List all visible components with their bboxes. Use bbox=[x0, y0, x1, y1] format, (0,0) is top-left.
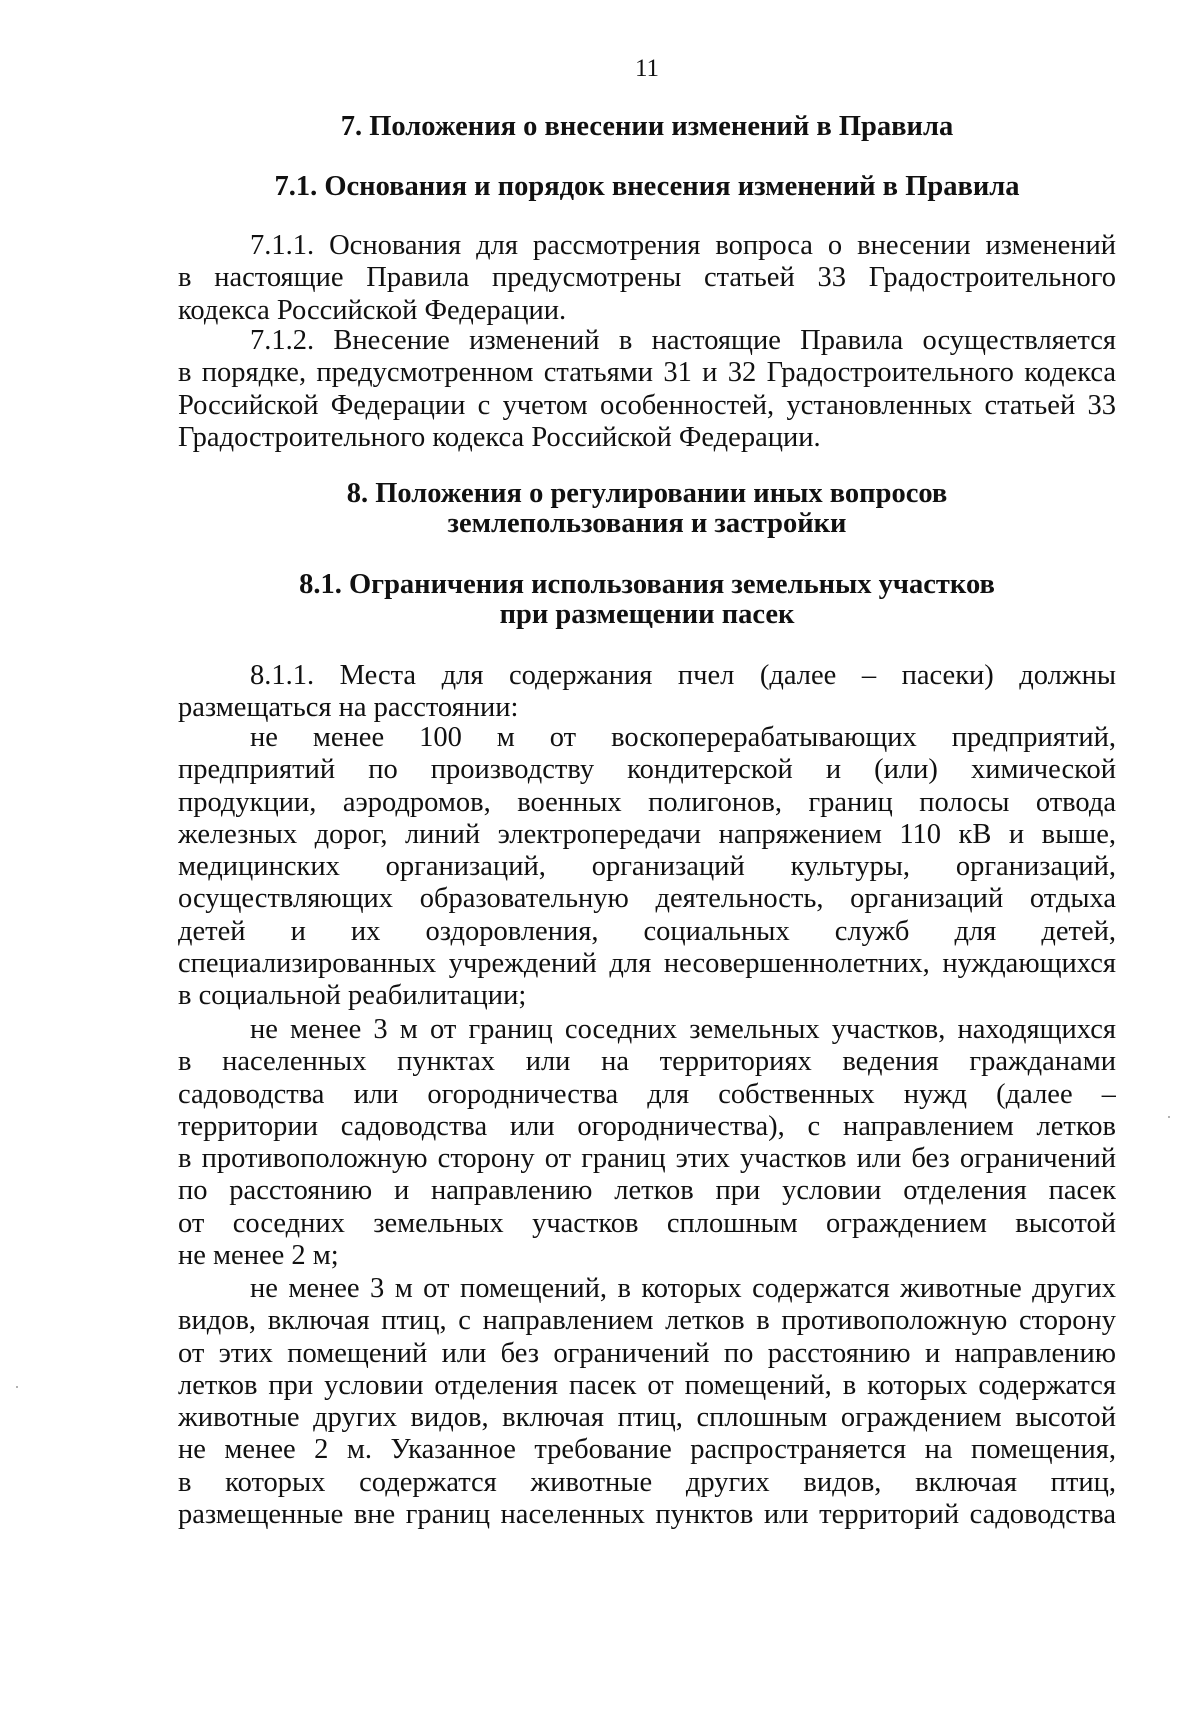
paragraph-line: не менее 100 м от воскоперерабатывающих предприятий, bbox=[250, 722, 1116, 753]
paragraph-line: в социальной реабилитации; bbox=[178, 980, 527, 1012]
paragraph-line: садоводства или огородничества для собственных нужд (далее – bbox=[178, 1078, 1116, 1110]
paragraph-line: в противоположную сторону от границ этих участков или без ограничений bbox=[178, 1143, 1116, 1175]
paragraph-line: не менее 3 м от границ соседних земельных участков, находящихся bbox=[250, 1014, 1116, 1045]
page-number: 11 bbox=[634, 55, 660, 82]
paragraph-3m-plots bbox=[178, 1014, 1116, 1272]
paragraph-line: 7.1.1. Основания для рассмотрения вопроса о внесении изменений bbox=[250, 230, 1116, 261]
paragraph-line: животные других видов, включая птиц, сплошным ограждением высотой bbox=[178, 1402, 1116, 1434]
paragraph-line: в порядке, предусмотренном статьями 31 и 32 Градостроительного кодекса bbox=[178, 357, 1116, 389]
paragraph-line: детей и их оздоровления, социальных служб для детей, bbox=[178, 915, 1116, 947]
paragraph-line: продукции, аэродромов, военных полигонов, границ полосы отвода bbox=[178, 786, 1116, 818]
paragraph-line: кодекса Российской Федерации. bbox=[178, 294, 567, 326]
paragraph-100m bbox=[178, 722, 1116, 1013]
paragraph-line: от соседних земельных участков сплошным ограждением высотой bbox=[178, 1207, 1116, 1239]
scan-speck bbox=[16, 1386, 18, 1388]
paragraph-line: специализированных учреждений для несовершеннолетних, нуждающихся bbox=[178, 948, 1116, 980]
paragraph-3m-premises bbox=[178, 1273, 1116, 1531]
paragraph-line: не менее 2 м. Указанное требование распространяется на помещения, bbox=[178, 1434, 1116, 1466]
paragraph-7-1-2 bbox=[178, 325, 1116, 454]
paragraph-line: видов, включая птиц, с направлением летков в противоположную сторону bbox=[178, 1305, 1116, 1337]
paragraph-line: размещаться на расстоянии: bbox=[178, 692, 519, 724]
paragraph-line: Российской Федерации с учетом особенностей, установленных статьей 33 bbox=[178, 389, 1116, 421]
paragraph-line: предприятий по производству кондитерской и (или) химической bbox=[178, 754, 1116, 786]
paragraph-line: в которых содержатся животные других видов, включая птиц, bbox=[178, 1466, 1116, 1498]
paragraph-7-1-1 bbox=[178, 230, 1116, 327]
paragraph-line: территории садоводства или огородничества), с направлением летков bbox=[178, 1110, 1116, 1142]
paragraph-line: в населенных пунктах или на территориях ведения гражданами bbox=[178, 1046, 1116, 1078]
paragraph-line: осуществляющих образовательную деятельность, организаций отдыха bbox=[178, 883, 1116, 915]
paragraph-line: по расстоянию и направлению летков при условии отделения пасек bbox=[178, 1175, 1116, 1207]
paragraph-line: от этих помещений или без ограничений по расстоянию и направлению bbox=[178, 1337, 1116, 1369]
scan-speck bbox=[1168, 1116, 1170, 1118]
paragraph-8-1-1 bbox=[178, 660, 1116, 725]
paragraph-line: 7.1.2. Внесение изменений в настоящие Правила осуществляется bbox=[250, 325, 1116, 356]
section-8-1-title-line-1: 8.1. Ограничения использования земельных участков bbox=[299, 569, 995, 600]
section-8-1-title-line-2: при размещении пасек bbox=[499, 599, 795, 630]
paragraph-line: в настоящие Правила предусмотрены статьей 33 Градостроительного bbox=[178, 262, 1116, 294]
section-7-1-title: 7.1. Основания и порядок внесения изменений в Правила bbox=[274, 171, 1020, 202]
section-8-title-line-2: землепользования и застройки bbox=[447, 508, 847, 539]
paragraph-line: не менее 3 м от помещений, в которых содержатся животные других bbox=[250, 1273, 1116, 1304]
paragraph-line: железных дорог, линий электропередачи напряжением 110 кВ и выше, bbox=[178, 818, 1116, 850]
section-8-title-line-1: 8. Положения о регулировании иных вопросов bbox=[346, 478, 948, 509]
section-7-title: 7. Положения о внесении изменений в Правила bbox=[340, 111, 954, 142]
paragraph-line: размещенные вне границ населенных пунктов или территорий садоводства bbox=[178, 1499, 1116, 1531]
paragraph-line: летков при условии отделения пасек от помещений, в которых содержатся bbox=[178, 1369, 1116, 1401]
paragraph-line: не менее 2 м; bbox=[178, 1240, 339, 1272]
paragraph-line: медицинских организаций, организаций культуры, организаций, bbox=[178, 851, 1116, 883]
paragraph-line: Градостроительного кодекса Российской Федерации. bbox=[178, 421, 821, 453]
paragraph-line: 8.1.1. Места для содержания пчел (далее – пасеки) должны bbox=[250, 660, 1116, 691]
